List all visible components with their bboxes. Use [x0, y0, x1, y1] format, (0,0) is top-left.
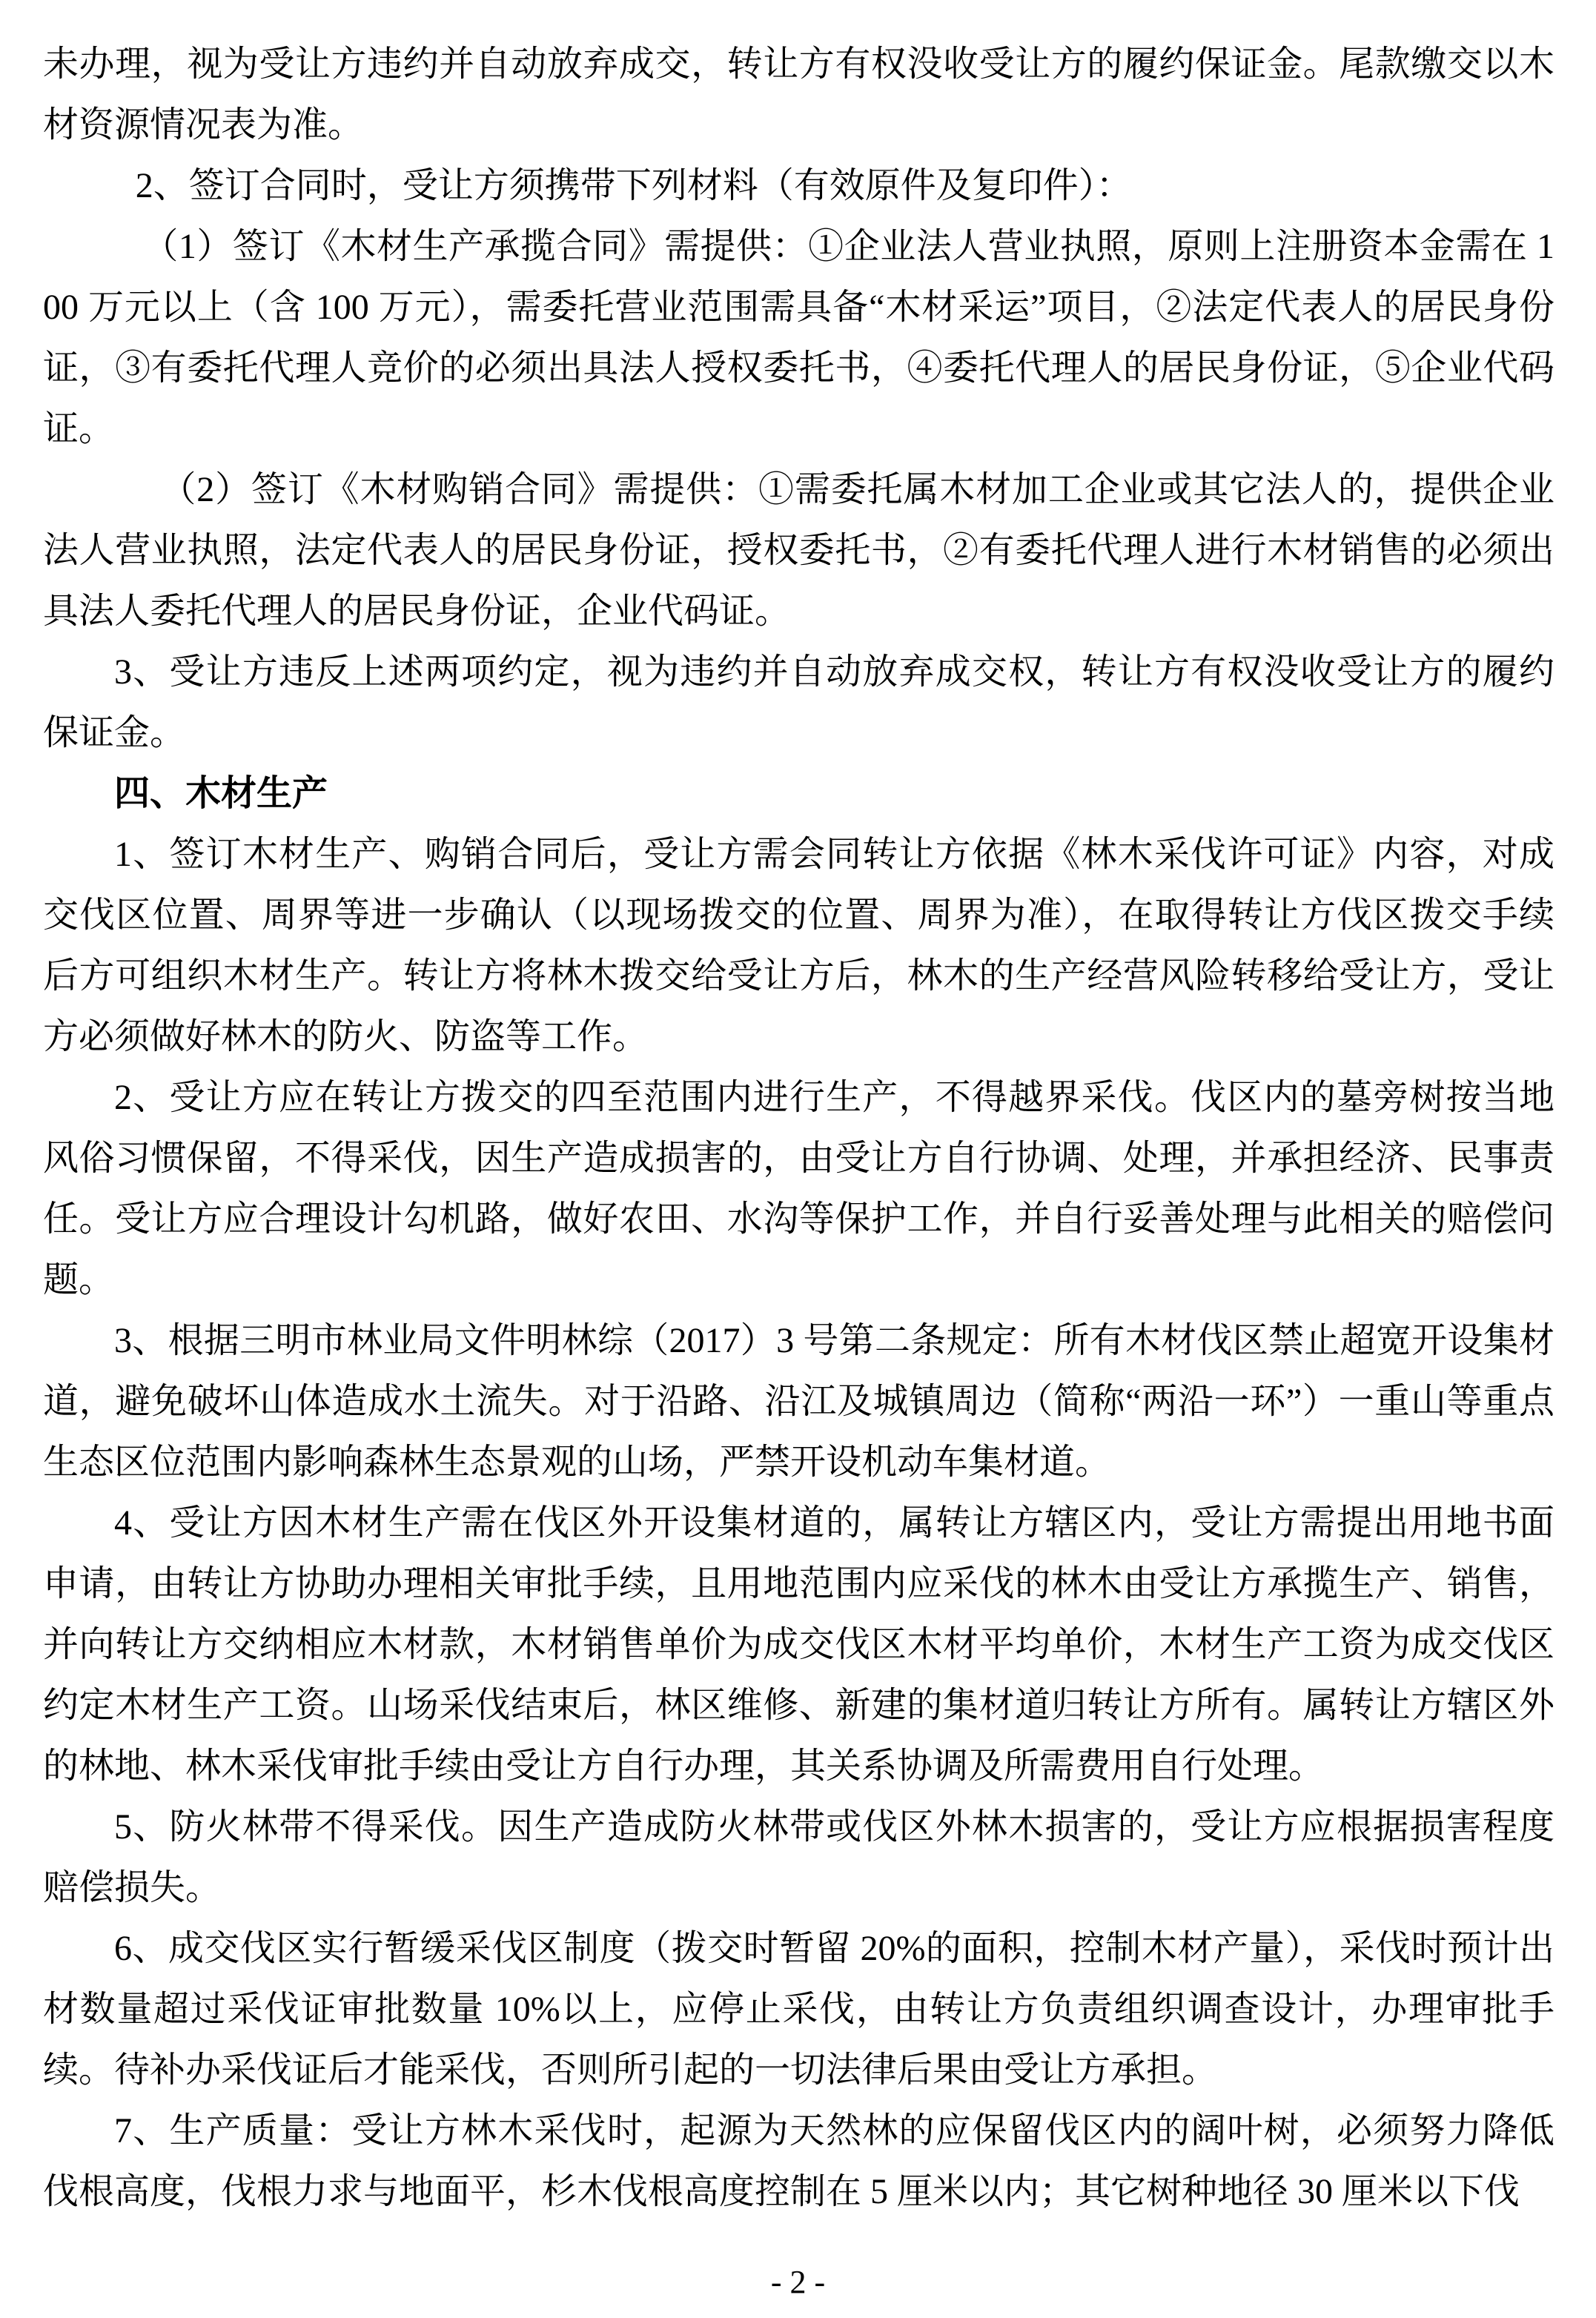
paragraph: 2、受让方应在转让方拨交的四至范围内进行生产，不得越界采伐。伐区内的墓旁树按当地风俗习惯保留，不得采伐，因生产造成损害的，由受让方自行协调、处理，并承担经济、民事责任。受让方应合理设计勾机路，做好农田、水沟等保护工作，并自行妥善处理与此相关的赔偿问题。	[43, 1078, 1554, 1299]
paragraph: 3、根据三明市林业局文件明林综（2017）3 号第二条规定：所有木材伐区禁止超宽开设集材道，避免破坏山体造成水土流失。对于沿路、沿江及城镇周边（简称“两沿一环”）一重山等重点生态区位范围内影响森林生态景观的山场，严禁开设机动车集材道。	[43, 1321, 1554, 1482]
paragraph: 4、受让方因木材生产需在伐区外开设集材道的，属转让方辖区内，受让方需提出用地书面申请，由转让方协助办理相关审批手续，且用地范围内应采伐的林木由受让方承揽生产、销售，并向转让方交纳相应木材款，木材销售单价为成交伐区木材平均单价，木材生产工资为成交伐区约定木材生产工资。山场采伐结束后，林区维修、新建的集材道归转让方所有。属转让方辖区外的林地、林木采伐审批手续由受让方自行办理，其关系协调及所需费用自行处理。	[43, 1503, 1554, 1786]
paragraph: （2）签订《木材购销合同》需提供：①需委托属木材加工企业或其它法人的，提供企业法人营业执照，法定代表人的居民身份证，授权委托书，②有委托代理人进行木材销售的必须出具法人委托代理人的居民身份证，企业代码证。	[43, 470, 1554, 631]
paragraph: 3、受让方违反上述两项约定，视为违约并自动放弃成交权，转让方有权没收受让方的履约保证金。	[43, 652, 1554, 752]
paragraph: 2、签订合同时，受让方须携带下列材料（有效原件及复印件）：	[135, 166, 1132, 205]
paragraph: 1、签订木材生产、购销合同后，受让方需会同转让方依据《林木采伐许可证》内容，对成交伐区位置、周界等进一步确认（以现场拨交的位置、周界为准），在取得转让方伐区拨交手续后方可组织木材生产。转让方将林木拨交给受让方后，林木的生产经营风险转移给受让方，受让方必须做好林木的防火、防盗等工作。	[43, 835, 1554, 1056]
document-body	[43, 34, 1554, 2222]
paragraph: 未办理，视为受让方违约并自动放弃成交，转让方有权没收受让方的履约保证金。尾款缴交以木材资源情况表为准。	[43, 44, 1554, 145]
paragraph: 7、生产质量：受让方林木采伐时，起源为天然林的应保留伐区内的阔叶树，必须努力降低伐根高度，伐根力求与地面平，杉木伐根高度控制在 5 厘米以内；其它树种地径 30 厘米以下伐	[43, 2111, 1554, 2211]
paragraph: 5、防火林带不得采伐。因生产造成防火林带或伐区外林木损害的，受让方应根据损害程度赔偿损失。	[43, 1807, 1554, 1907]
paragraph: 6、成交伐区实行暂缓采伐区制度（拨交时暂留 20%的面积，控制木材产量），采伐时预计出材数量超过采伐证审批数量 10%以上，应停止采伐，由转让方负责组织调查设计，办理审批手续。待补办采伐证后才能采伐，否则所引起的一切法律后果由受让方承担。	[43, 1929, 1554, 2090]
page-number: - 2 -	[770, 2264, 826, 2300]
paragraph: （1）签订《木材生产承揽合同》需提供：①企业法人营业执照，原则上注册资本金需在 100 万元以上（含 100 万元），需委托营业范围需具备“木材采运”项目，②法定代表人的居民身份证，③有委托代理人竞价的必须出具法人授权委托书，④委托代理人的居民身份证，⑤企业代码证。	[43, 227, 1554, 448]
section-heading: 四、木材生产	[114, 774, 328, 813]
